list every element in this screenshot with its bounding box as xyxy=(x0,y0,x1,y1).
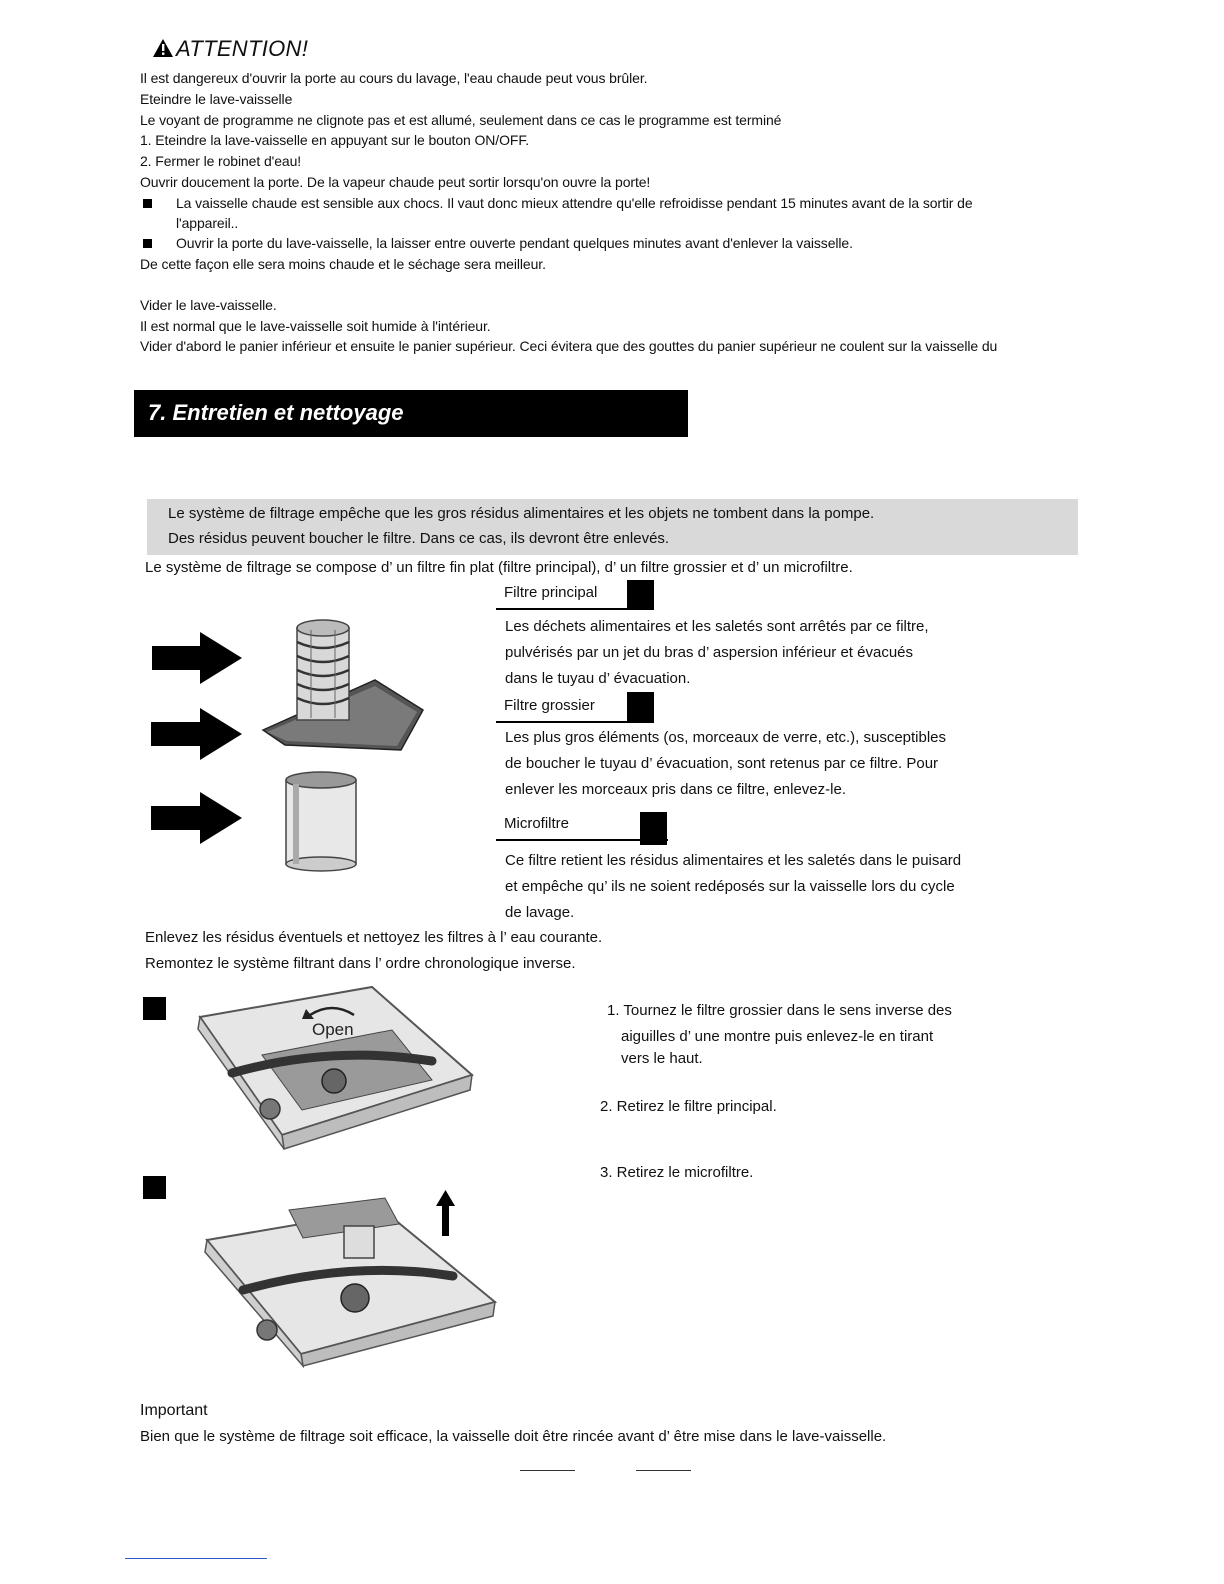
filter-desc-line: pulvérisés par un jet du bras d’ aspersion inférieur et évacués xyxy=(505,644,914,661)
filter-label-main: Filtre principal xyxy=(496,582,654,610)
figure-marker xyxy=(143,997,166,1020)
section-header xyxy=(134,390,688,437)
filters-illustration xyxy=(145,610,445,880)
attention-line: Le voyant de programme ne clignote pas et est allumé, seulement dans ce cas le programme est terminé xyxy=(140,112,782,128)
filter-label-coarse: Filtre grossier xyxy=(496,695,654,723)
step-line: 3. Retirez le microfiltre. xyxy=(600,1164,754,1181)
bullet-text: La vaisselle chaude est sensible aux chocs. Il vaut donc mieux attendre qu'elle refroidisse pendant 15 minutes avant de la sortir de xyxy=(176,195,973,211)
attention-line: 2. Fermer le robinet d'eau! xyxy=(140,153,302,169)
filter-desc-line: Les plus gros éléments (os, morceaux de verre, etc.), susceptibles xyxy=(505,729,947,746)
attention-title: ATTENTION! xyxy=(176,36,309,61)
footer-rule xyxy=(636,1470,691,1471)
attention-line: Il est dangereux d'ouvrir la porte au cours du lavage, l'eau chaude peut vous brûler. xyxy=(140,70,648,86)
notice-box xyxy=(147,499,1078,555)
step-line: 1. Tournez le filtre grossier dans le sens inverse des xyxy=(607,1002,952,1019)
attention-after: De cette façon elle sera moins chaude et le séchage sera meilleur. xyxy=(140,256,546,272)
filter-desc-line: dans le tuyau d’ évacuation. xyxy=(505,670,691,687)
attention-heading xyxy=(152,36,308,62)
important-text: Bien que le système de filtrage soit efficace, la vaisselle doit être rincée avant d’ être mise dans le lave-vaisselle. xyxy=(140,1428,887,1445)
warning-icon xyxy=(152,38,174,58)
step-line: vers le haut. xyxy=(621,1050,703,1067)
label-marker xyxy=(627,692,654,722)
bullet-square xyxy=(143,199,152,208)
filter-desc-line: de boucher le tuyau d’ évacuation, sont retenus par ce filtre. Pour xyxy=(505,755,939,772)
bullet-text: l'appareil.. xyxy=(176,215,239,231)
arrow-up-icon xyxy=(436,1190,455,1236)
filter-label-micro: Microfiltre xyxy=(496,813,668,841)
footer-rule xyxy=(520,1470,575,1471)
label-marker xyxy=(627,580,654,610)
filter-desc-line: enlever les morceaux pris dans ce filtre, enlevez-le. xyxy=(505,781,846,798)
filter-desc-line: de lavage. xyxy=(505,904,575,921)
arrow-icon xyxy=(151,792,242,844)
dishwasher-floor-figure-2 xyxy=(203,1190,503,1370)
attention-line: Ouvrir doucement la porte. De la vapeur chaude peut sortir lorsqu'on ouvre la porte! xyxy=(140,174,651,190)
bullet-text: Ouvrir la porte du lave-vaisselle, la laisser entre ouverte pendant quelques minutes avant d'enlever la vaisselle. xyxy=(176,235,853,251)
notice-line: Le système de filtrage empêche que les gros résidus alimentaires et les objets ne tombent dans la pompe. xyxy=(168,505,875,522)
filter-intro: Le système de filtrage se compose d’ un filtre fin plat (filtre principal), d’ un filtre grossier et d’ un microfiltre. xyxy=(145,559,853,576)
filter-desc-line: Ce filtre retient les résidus alimentaires et les saletés dans le puisard xyxy=(505,852,962,869)
empty-line: Vider d'abord le panier inférieur et ensuite le panier supérieur. Ceci évitera que des gouttes du panier supérieur ne coulent sur la vaisselle du xyxy=(140,338,998,354)
filter-desc-line: Les déchets alimentaires et les saletés sont arrêtés par ce filtre, xyxy=(505,618,929,635)
step-line: aiguilles d’ une montre puis enlevez-le en tirant xyxy=(621,1028,934,1045)
microfilter-drawing xyxy=(286,772,356,871)
footer-link-underline xyxy=(125,1558,267,1559)
figure-marker xyxy=(143,1176,166,1199)
arrow-icon xyxy=(151,708,242,760)
clean-line: Remontez le système filtrant dans l’ ordre chronologique inverse. xyxy=(145,955,576,972)
section-title: 7. Entretien et nettoyage xyxy=(148,400,404,425)
filter-desc-line: et empêche qu’ ils ne soient redéposés sur la vaisselle lors du cycle xyxy=(505,878,955,895)
main-filter-drawing xyxy=(297,620,349,720)
label-marker xyxy=(640,812,667,845)
attention-line: Eteindre le lave-vaisselle xyxy=(140,91,293,107)
arrow-icon xyxy=(152,632,242,684)
attention-line: 1. Eteindre la lave-vaisselle en appuyant sur le bouton ON/OFF. xyxy=(140,132,530,148)
clean-line: Enlevez les résidus éventuels et nettoyez les filtres à l’ eau courante. xyxy=(145,929,603,946)
step-line: 2. Retirez le filtre principal. xyxy=(600,1098,777,1115)
empty-line: Vider le lave-vaisselle. xyxy=(140,297,277,313)
important-title: Important xyxy=(140,1402,208,1419)
notice-line: Des résidus peuvent boucher le filtre. Dans ce cas, ils devront être enlevés. xyxy=(168,530,670,547)
open-label: Open xyxy=(312,1020,354,1039)
bullet-square xyxy=(143,239,152,248)
empty-line: Il est normal que le lave-vaisselle soit humide à l'intérieur. xyxy=(140,318,491,334)
dishwasher-floor-figure-1 xyxy=(192,985,482,1155)
